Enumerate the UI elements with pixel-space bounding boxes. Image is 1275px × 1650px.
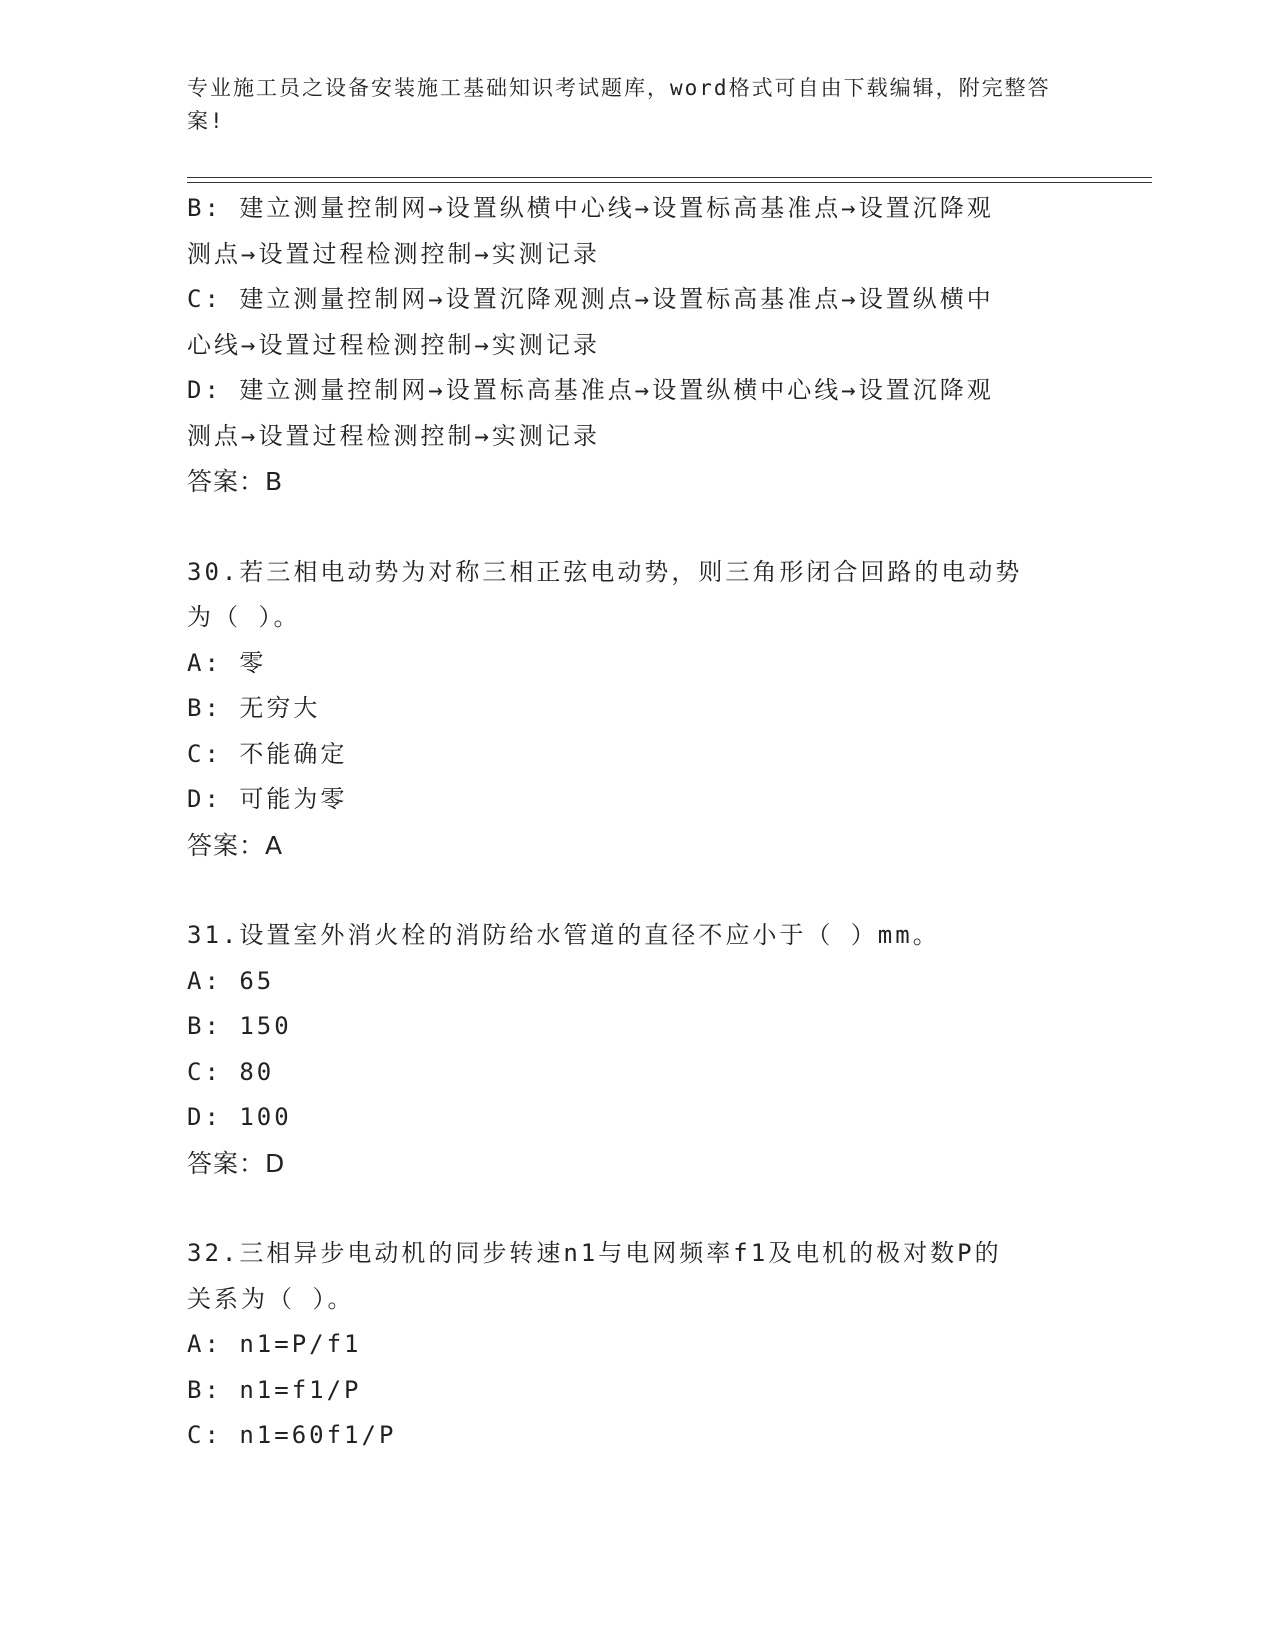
question-stem: 31.设置室外消火栓的消防给水管道的直径不应小于（ ）mm。	[187, 921, 940, 949]
option-a: A: 65	[187, 966, 275, 995]
option-b-line-2: 测点→设置过程检测控制→实测记录	[187, 239, 600, 268]
option-b: B: 150	[187, 1012, 292, 1040]
option-a: A: n1=P/f1	[187, 1330, 362, 1358]
option-d-line-2: 测点→设置过程检测控制→实测记录	[187, 421, 600, 450]
option-c: C: 不能确定	[187, 739, 348, 768]
header-divider-top	[187, 177, 1152, 178]
option-c-line-1: C: 建立测量控制网→设置沉降观测点→设置标高基准点→设置纵横中	[187, 285, 994, 313]
option-c: C: 80	[187, 1057, 275, 1086]
header-divider-bottom	[187, 182, 1152, 183]
answer: 答案：D	[187, 1148, 286, 1178]
option-d: D: 100	[187, 1103, 292, 1131]
option-b: B: n1=f1/P	[187, 1375, 362, 1404]
option-b: B: 无穷大	[187, 694, 321, 722]
question-29-continued	[187, 186, 1087, 505]
question-32	[187, 1231, 1087, 1459]
option-d-line-1: D: 建立测量控制网→设置标高基准点→设置纵横中心线→设置沉降观	[187, 376, 994, 404]
option-c-line-2: 心线→设置过程检测控制→实测记录	[187, 330, 600, 359]
question-31	[187, 913, 1087, 1186]
question-stem-line-2: 关系为（ ）。	[187, 1284, 355, 1313]
question-30	[187, 550, 1087, 869]
question-list	[187, 186, 1087, 1459]
question-stem-line-2: 为（ ）。	[187, 603, 301, 631]
answer: 答案：A	[187, 830, 284, 860]
answer: 答案：B	[187, 467, 284, 496]
option-a: A: 零	[187, 648, 267, 677]
document-header: 专业施工员之设备安装施工基础知识考试题库，word格式可自由下载编辑，附完整答案!	[187, 76, 1051, 133]
option-c: C: n1=60f1/P	[187, 1421, 397, 1449]
question-stem-line-1: 30.若三相电动势为对称三相正弦电动势，则三角形闭合回路的电动势	[187, 557, 1023, 586]
question-stem-line-1: 32.三相异步电动机的同步转速n1与电网频率f1及电机的极对数P的	[187, 1239, 1002, 1267]
option-d: D: 可能为零	[187, 785, 348, 813]
option-b-line-1: B: 建立测量控制网→设置纵横中心线→设置标高基准点→设置沉降观	[187, 194, 994, 222]
